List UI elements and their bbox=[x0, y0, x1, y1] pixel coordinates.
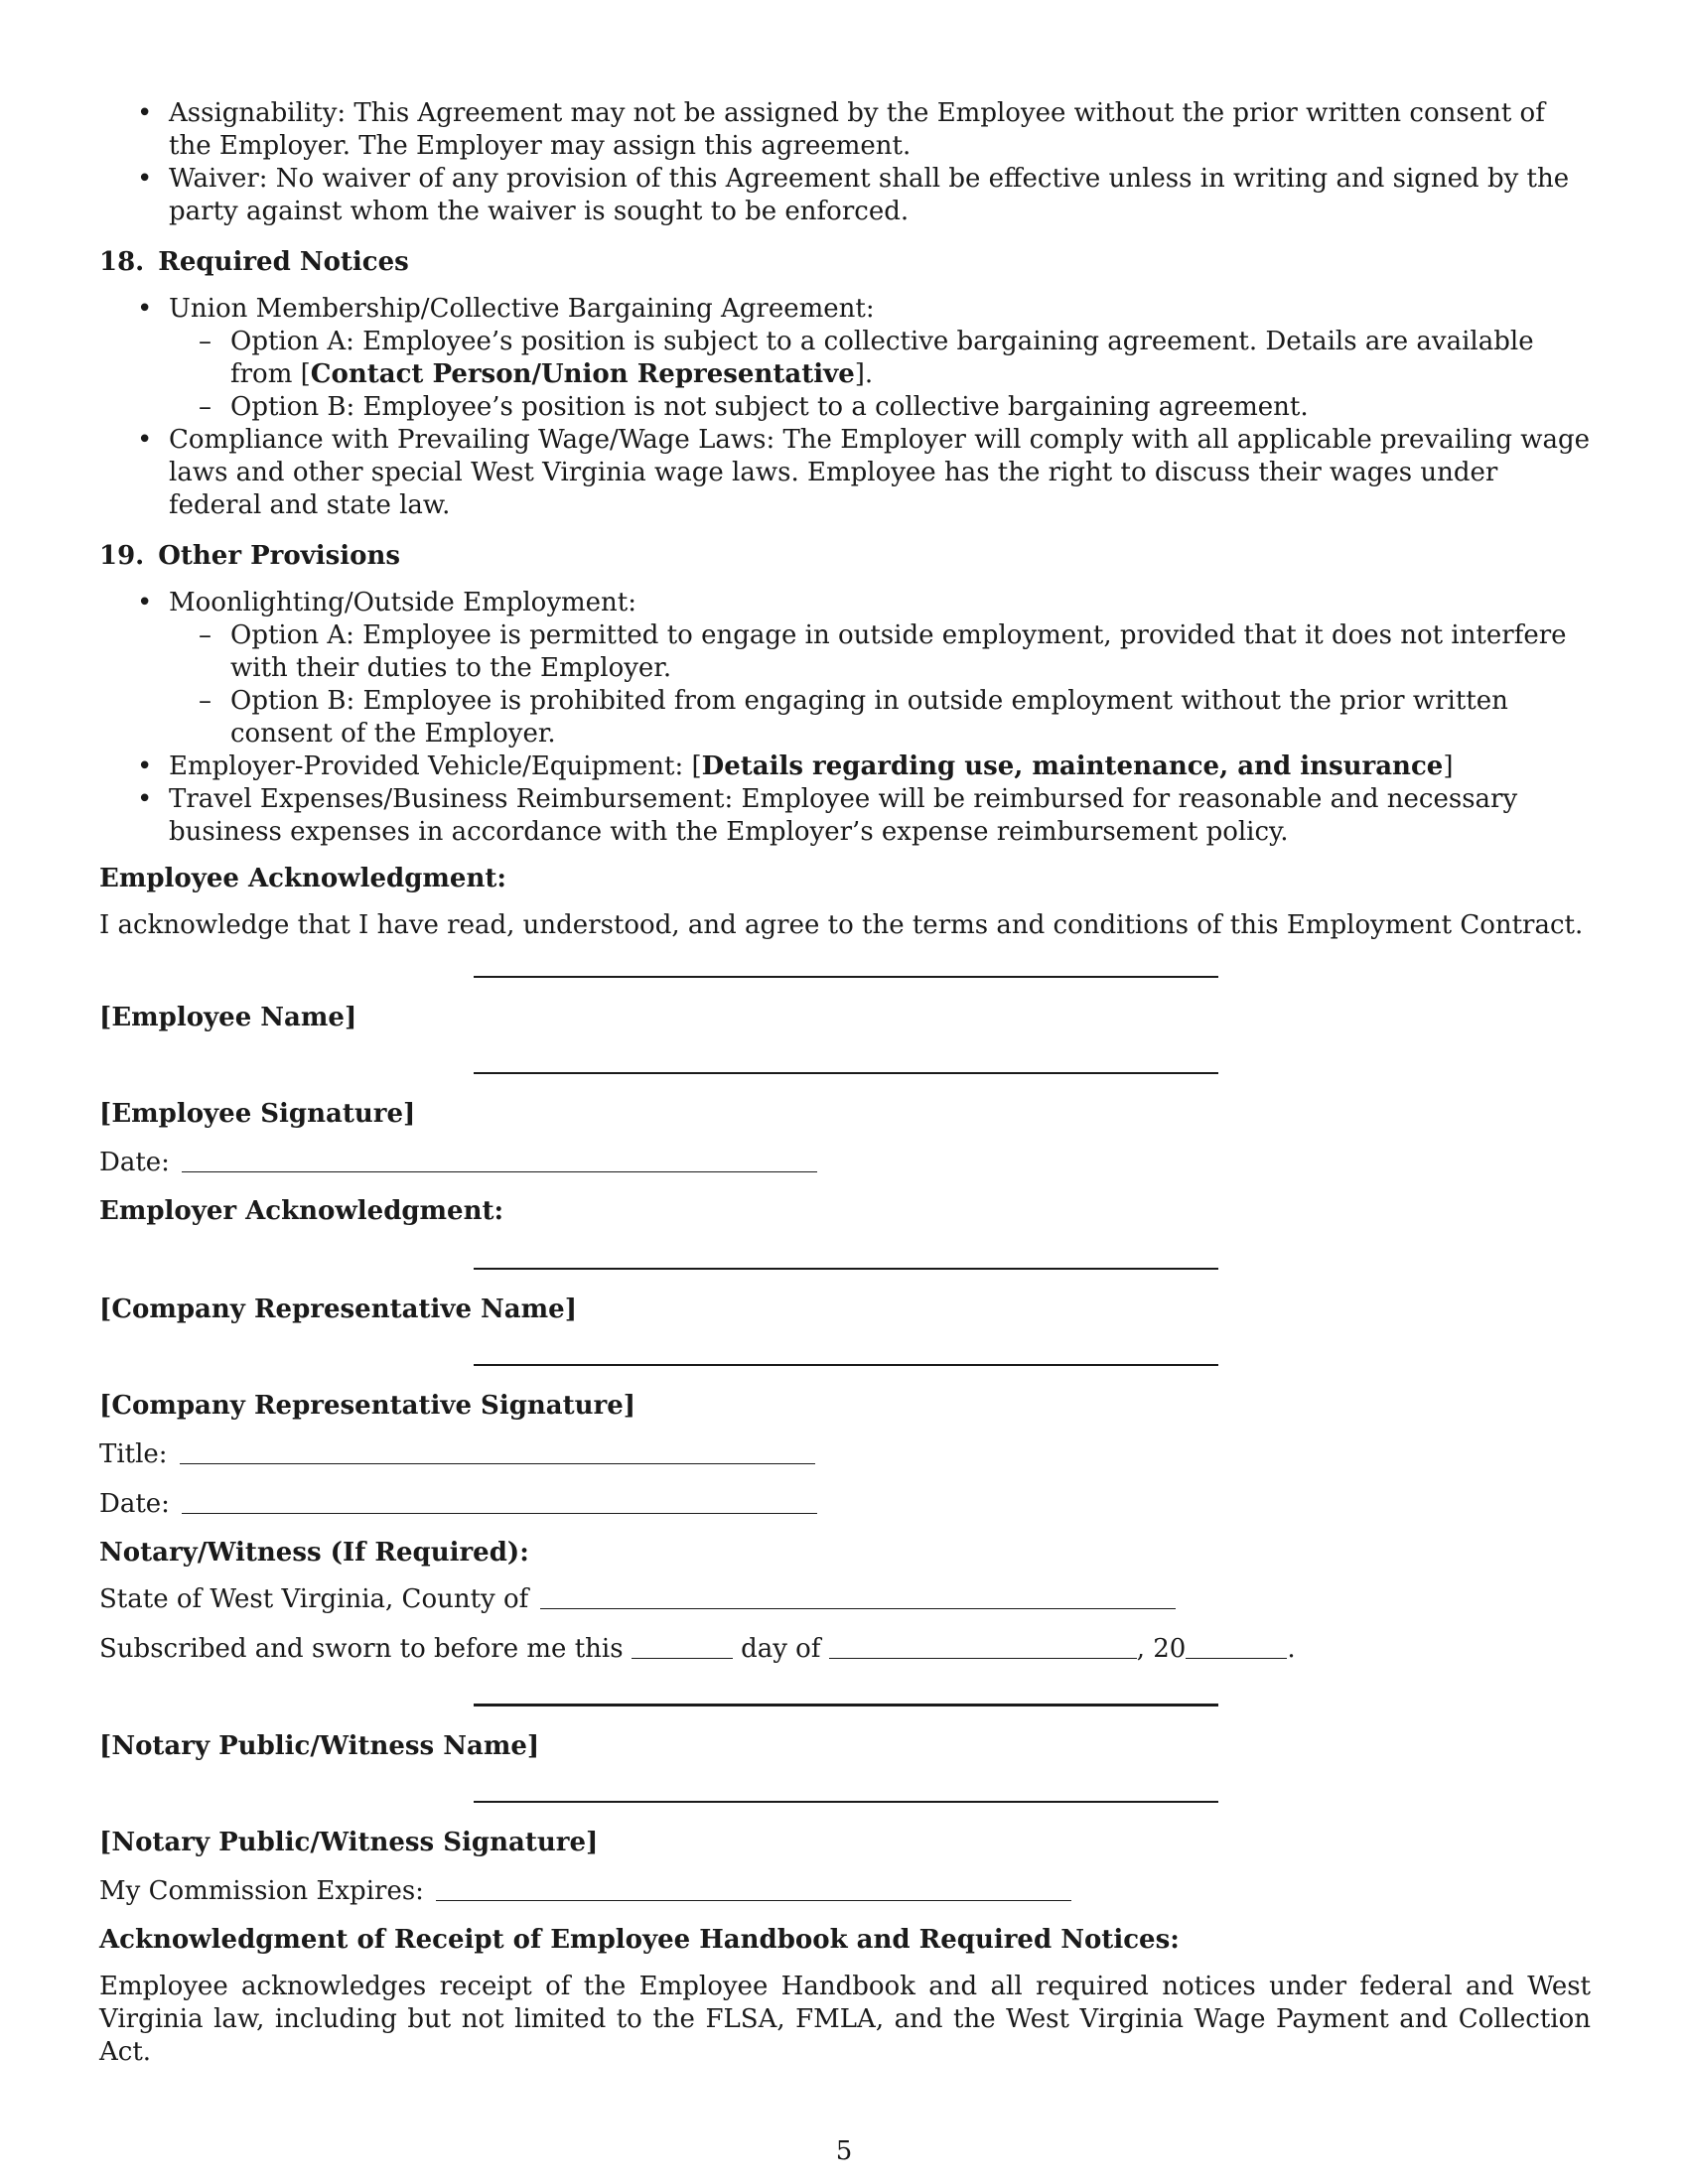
notary-year-field[interactable] bbox=[1186, 1658, 1287, 1659]
notary-name-label: Notary Public/Witness Name bbox=[111, 1731, 527, 1761]
notary-sworn-prefix: Subscribed and sworn to before me this bbox=[99, 1634, 624, 1664]
union-option-a-prefix: Option A: Employee’s position is subject to a collective bargaining agreement. Details are available from [ bbox=[230, 327, 1534, 389]
notary-signature-label: Notary Public/Witness Signature bbox=[111, 1828, 586, 1857]
notary-sworn-row bbox=[99, 1633, 1591, 1666]
company-rep-name-label: Company Representative Name bbox=[111, 1295, 565, 1324]
union-label: Union Membership/Collective Bargaining Agreement: bbox=[169, 294, 875, 324]
union-contact-placeholder: Contact Person/Union Representative bbox=[310, 359, 855, 389]
handbook-text: Employee acknowledges receipt of the Employee Handbook and all required notices under federal and West Virginia law, including but not limited to the FLSA, FMLA, and the West Virginia Wage Payment and Collection Act. bbox=[99, 1972, 1591, 2067]
union-options bbox=[169, 326, 1591, 424]
notary-day-field[interactable] bbox=[632, 1658, 733, 1659]
employer-date-field[interactable] bbox=[182, 1513, 817, 1514]
company-rep-signature-label-row: [Company Representative Signature] bbox=[99, 1391, 636, 1421]
employee-signature-label: Employee Signature bbox=[111, 1099, 404, 1129]
page-number: 5 bbox=[835, 2136, 853, 2166]
notary-county-field[interactable] bbox=[540, 1608, 1176, 1609]
employee-date-row bbox=[99, 1147, 1591, 1179]
notary-commission-field[interactable] bbox=[436, 1900, 1071, 1901]
vehicle-suffix: ] bbox=[1443, 751, 1454, 781]
employer-title-field[interactable] bbox=[180, 1463, 815, 1464]
moonlighting-options bbox=[169, 619, 1591, 751]
union-option-b: – Option B: Employee’s position is not subject to a collective bargaining agreement. bbox=[169, 391, 1591, 424]
employee-date-field[interactable] bbox=[182, 1171, 817, 1172]
notary-day-of-label: day of bbox=[741, 1634, 821, 1664]
union-item bbox=[99, 293, 1591, 424]
employee-signature-label-row: [Employee Signature] bbox=[99, 1099, 416, 1129]
union-option-a-suffix: ]. bbox=[854, 359, 874, 389]
notary-month-field[interactable] bbox=[829, 1658, 1137, 1659]
section-19-list bbox=[99, 587, 1591, 849]
vehicle-details-placeholder: Details regarding use, maintenance, and insurance bbox=[701, 751, 1444, 781]
union-option-a bbox=[169, 326, 1591, 391]
handbook-heading: Acknowledgment of Receipt of Employee Handbook and Required Notices: bbox=[99, 1925, 1180, 1955]
notary-sworn-end: . bbox=[1287, 1634, 1296, 1664]
vehicle-prefix: Employer-Provided Vehicle/Equipment: [ bbox=[169, 751, 702, 781]
section-19-number: 19. bbox=[99, 541, 145, 571]
travel-item: • Travel Expenses/Business Reimbursement: Employee will be reimbursed for reasonable and necessary business expenses in accordance with the Employer’s expense reimbursement policy. bbox=[99, 783, 1591, 849]
notary-commission-row bbox=[99, 1875, 1591, 1908]
company-rep-signature-label: Company Representative Signature bbox=[111, 1391, 624, 1421]
company-rep-name-label-row: [Company Representative Name] bbox=[99, 1295, 578, 1324]
employer-ack-heading: Employer Acknowledgment: bbox=[99, 1196, 504, 1226]
employee-name-label: Employee Name bbox=[111, 1003, 345, 1032]
section-19-title: Other Provisions bbox=[158, 541, 401, 571]
section-18-list bbox=[99, 293, 1591, 522]
moonlighting-label: Moonlighting/Outside Employment: bbox=[169, 588, 636, 617]
section-18-number: 18. bbox=[99, 247, 145, 277]
waiver-item: • Waiver: No waiver of any provision of this Agreement shall be effective unless in writing and signed by the party against whom the waiver is sought to be enforced. bbox=[99, 163, 1591, 228]
notary-heading: Notary/Witness (If Required): bbox=[99, 1538, 529, 1568]
employee-name-label-row: [Employee Name] bbox=[99, 1003, 357, 1032]
employer-title-row bbox=[99, 1438, 1591, 1471]
prevailing-wage-item: • Compliance with Prevailing Wage/Wage Laws: The Employer will comply with all applicable prevailing wage laws and other special West Virginia wage laws. Employee has the right to discuss their wages under federal and state law. bbox=[99, 424, 1591, 522]
employee-ack-heading: Employee Acknowledgment: bbox=[99, 864, 506, 893]
notary-commission-label: My Commission Expires: bbox=[99, 1876, 424, 1906]
section-18-heading bbox=[99, 246, 1591, 279]
assignability-item: • Assignability: This Agreement may not be assigned by the Employee without the prior written consent of the Employer. The Employer may assign this agreement. bbox=[99, 97, 1591, 163]
moonlighting-option-b: – Option B: Employee is prohibited from engaging in outside employment without the prior written consent of the Employer. bbox=[169, 685, 1591, 751]
notary-county-row bbox=[99, 1583, 1591, 1616]
notary-name-label-row: [Notary Public/Witness Name] bbox=[99, 1731, 540, 1761]
section-19-heading bbox=[99, 540, 1591, 573]
moonlighting-item bbox=[99, 587, 1591, 751]
employer-date-row bbox=[99, 1488, 1591, 1521]
top-bullet-list bbox=[99, 97, 1591, 228]
notary-year-prefix: , 20 bbox=[1136, 1634, 1187, 1664]
employer-date-label: Date: bbox=[99, 1489, 170, 1519]
employee-ack-statement: I acknowledge that I have read, understood, and agree to the terms and conditions of this Employment Contract. bbox=[99, 910, 1584, 940]
section-18-title: Required Notices bbox=[158, 247, 409, 277]
moonlighting-option-a: – Option A: Employee is permitted to engage in outside employment, provided that it does not interfere with their duties to the Employer. bbox=[169, 619, 1591, 685]
vehicle-item bbox=[99, 751, 1591, 783]
document-body bbox=[99, 97, 1591, 2069]
employee-date-label: Date: bbox=[99, 1148, 170, 1177]
employer-title-label: Title: bbox=[99, 1439, 168, 1469]
notary-county-label: State of West Virginia, County of bbox=[99, 1584, 529, 1614]
notary-signature-label-row: [Notary Public/Witness Signature] bbox=[99, 1828, 599, 1857]
